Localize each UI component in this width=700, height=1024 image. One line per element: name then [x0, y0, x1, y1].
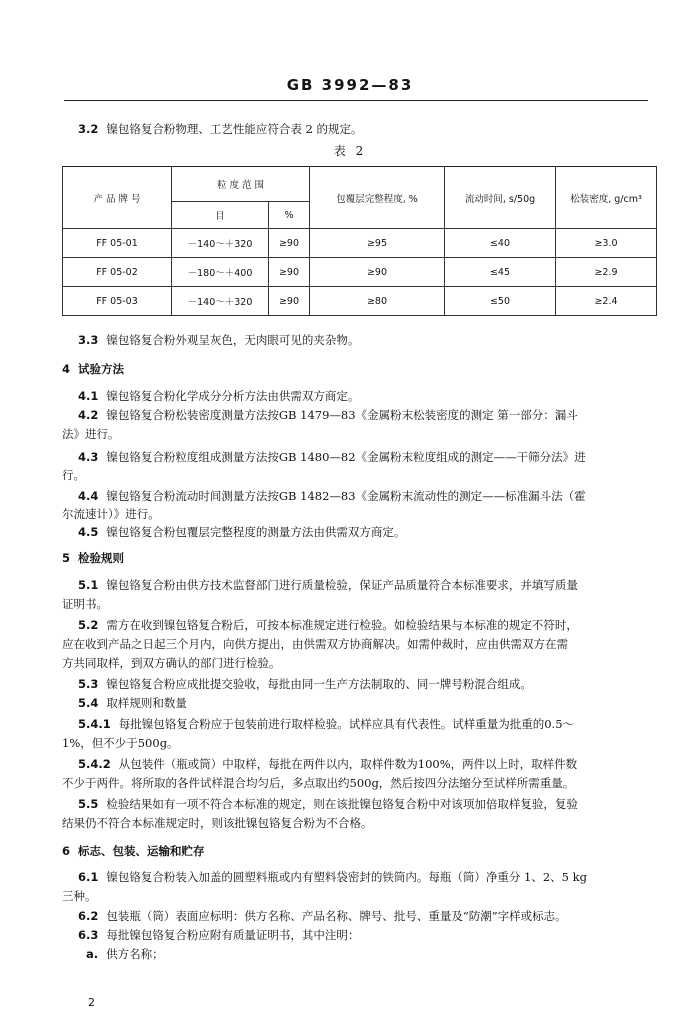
clause-6-1	[78, 870, 678, 885]
clause-5-5-continued: 结果仍不符合本标准规定时，则该批镍包铬复合粉为不合格。	[62, 816, 373, 830]
table-caption: 表 2	[333, 144, 367, 158]
list-item-a	[86, 947, 686, 962]
clause-text: 从包装件（瓶或筒）中取样，每批在两件以内，取样件数为100%，两件以上时，取样件数	[118, 757, 578, 771]
section-title: 试验方法	[78, 362, 125, 376]
clause-6-3	[78, 928, 678, 943]
cell-coating: ≥90	[310, 258, 445, 287]
clause-text: 镍包铬复合粉由供方技术监督部门进行质量检验，保证产品质量符合本标准要求，并填写质量	[106, 578, 578, 592]
section-4-heading	[62, 362, 662, 377]
clause-5-2	[78, 618, 678, 633]
clause-text: 镍包铬复合粉松装密度测量方法按GB 1479—83《金属粉末松装密度的测定 第一部分：漏斗	[106, 408, 578, 422]
cell-density: ≥2.4	[556, 287, 657, 316]
clause-4-2	[78, 408, 678, 423]
clause-3-2	[78, 122, 678, 137]
clause-5-4-1-continued: 1%，但不少于500g。	[62, 736, 179, 750]
clause-number: 6.2	[78, 909, 99, 923]
clause-number: 5.3	[78, 677, 99, 691]
clause-4-3	[78, 450, 678, 465]
clause-number: 5.4	[78, 696, 99, 710]
clause-number: 5.1	[78, 578, 99, 592]
clause-number: 6.3	[78, 928, 99, 942]
clause-number: 3.2	[78, 122, 99, 136]
list-marker: a.	[86, 947, 99, 961]
section-title: 标志、包装、运输和贮存	[78, 844, 205, 858]
cell-grade: FF 05-02	[63, 258, 172, 287]
cell-grade: FF 05-03	[63, 287, 172, 316]
clause-number: 5.5	[78, 797, 99, 811]
clause-number: 4.1	[78, 389, 99, 403]
clause-4-4	[78, 489, 678, 504]
clause-5-4	[78, 696, 678, 711]
clause-text: 每批镍包铬复合粉应附有质量证明书，其中注明：	[106, 928, 360, 942]
clause-4-1	[78, 389, 678, 404]
clause-5-1	[78, 578, 678, 593]
cell-density: ≥3.0	[556, 229, 657, 258]
clause-text: 包装瓶（筒）表面应标明：供方名称、产品名称、牌号、批号、重量及“防潮”字样或标志。	[106, 909, 567, 923]
cell-percent: ≥90	[269, 229, 310, 258]
section-5-heading	[62, 551, 662, 566]
clause-text: 镍包铬复合粉应成批提交验收，每批由同一生产方法制取的、同一牌号粉混合组成。	[106, 677, 532, 691]
cell-mesh: －140～＋320	[172, 287, 269, 316]
header-mesh: 目	[172, 202, 269, 229]
header-rule	[64, 100, 648, 101]
clause-number: 6.1	[78, 870, 99, 884]
clause-5-1-continued: 证明书。	[62, 597, 108, 611]
clause-number: 4.5	[78, 525, 99, 539]
section-number: 5	[62, 551, 71, 565]
list-item-text: 供方名称；	[106, 947, 164, 961]
clause-4-3-continued: 行。	[62, 468, 85, 482]
clause-5-2-continued: 应在收到产品之日起三个月内，向供方提出，由供需双方协商解决。如需仲裁时，应由供需双方在需	[62, 637, 568, 651]
clause-text: 检验结果如有一项不符合本标准的规定，则在该批镍包铬复合粉中对该项加倍取样复验，复验	[106, 797, 578, 811]
section-number: 4	[62, 362, 71, 376]
header-flow-time: 流动时间, s/50g	[445, 167, 556, 229]
clause-5-5	[78, 797, 678, 812]
cell-mesh: －180～＋400	[172, 258, 269, 287]
cell-coating: ≥95	[310, 229, 445, 258]
page-number: 2	[88, 996, 95, 1009]
header-percent: %	[269, 202, 310, 229]
clause-5-3	[78, 677, 678, 692]
clause-4-4-continued: 尔流速计）》进行。	[62, 507, 160, 521]
cell-coating: ≥80	[310, 287, 445, 316]
clause-5-2-continued: 方共同取样，到双方确认的部门进行检验。	[62, 656, 281, 670]
cell-density: ≥2.9	[556, 258, 657, 287]
clause-6-1-continued: 三种。	[62, 889, 97, 903]
clause-text: 镍包铬复合粉粒度组成测量方法按GB 1480—82《金属粉末粒度组成的测定——干筛分法》进	[106, 450, 586, 464]
header-density: 松装密度, g/cm³	[556, 167, 657, 229]
clause-text: 镍包铬复合粉物理、工艺性能应符合表 2 的规定。	[106, 122, 363, 136]
clause-5-4-1	[78, 717, 678, 732]
header-coating: 包覆层完整程度, %	[310, 167, 445, 229]
header-product-grade: 产 品 牌 号	[63, 167, 172, 229]
clause-number: 4.3	[78, 450, 99, 464]
cell-flow: ≤50	[445, 287, 556, 316]
clause-text: 镍包铬复合粉外观呈灰色，无肉眼可见的夹杂物。	[106, 333, 360, 347]
clause-number: 4.4	[78, 489, 99, 503]
table-row	[63, 287, 657, 316]
section-6-heading	[62, 844, 662, 859]
clause-text: 镍包铬复合粉装入加盖的圆塑料瓶或内有塑料袋密封的铁筒内。每瓶（筒）净重分 1、2、5 kg	[106, 870, 587, 884]
cell-percent: ≥90	[269, 287, 310, 316]
clause-number: 3.3	[78, 333, 99, 347]
cell-mesh: －140～＋320	[172, 229, 269, 258]
clause-text: 需方在收到镍包铬复合粉后，可按本标准规定进行检验。如检验结果与本标准的规定不符时，	[106, 618, 578, 632]
standard-code-header: GB 3992—83	[286, 76, 414, 94]
clause-5-4-2-continued: 不少于两件。将所取的各件试样混合均匀后，多点取出约500g，然后按四分法缩分至试样所需重量。	[62, 776, 575, 790]
clause-3-3	[78, 333, 678, 348]
clause-number: 4.2	[78, 408, 99, 422]
properties-table	[62, 166, 657, 316]
cell-grade: FF 05-01	[63, 229, 172, 258]
header-size-range: 粒 度 范 围	[172, 167, 310, 202]
clause-text: 镍包铬复合粉包覆层完整程度的测量方法由供需双方商定。	[106, 525, 406, 539]
table-row	[63, 258, 657, 287]
clause-number: 5.4.1	[78, 717, 111, 731]
clause-number: 5.4.2	[78, 757, 111, 771]
clause-text: 镍包铬复合粉流动时间测量方法按GB 1482—83《金属粉末流动性的测定——标准漏斗法（霍	[106, 489, 586, 503]
section-title: 检验规则	[78, 551, 125, 565]
cell-percent: ≥90	[269, 258, 310, 287]
cell-flow: ≤40	[445, 229, 556, 258]
clause-5-4-2	[78, 757, 678, 772]
table-row	[63, 229, 657, 258]
clause-text: 镍包铬复合粉化学成分分析方法由供需双方商定。	[106, 389, 360, 403]
clause-number: 5.2	[78, 618, 99, 632]
clause-6-2	[78, 909, 678, 924]
clause-4-2-continued: 法》进行。	[62, 427, 120, 441]
section-number: 6	[62, 844, 71, 858]
cell-flow: ≤45	[445, 258, 556, 287]
clause-text: 取样规则和数量	[106, 696, 187, 710]
clause-text: 每批镍包铬复合粉应于包装前进行取样检验。试样应具有代表性。试样重量为批重的0.5～	[118, 717, 575, 731]
clause-4-5	[78, 525, 678, 540]
